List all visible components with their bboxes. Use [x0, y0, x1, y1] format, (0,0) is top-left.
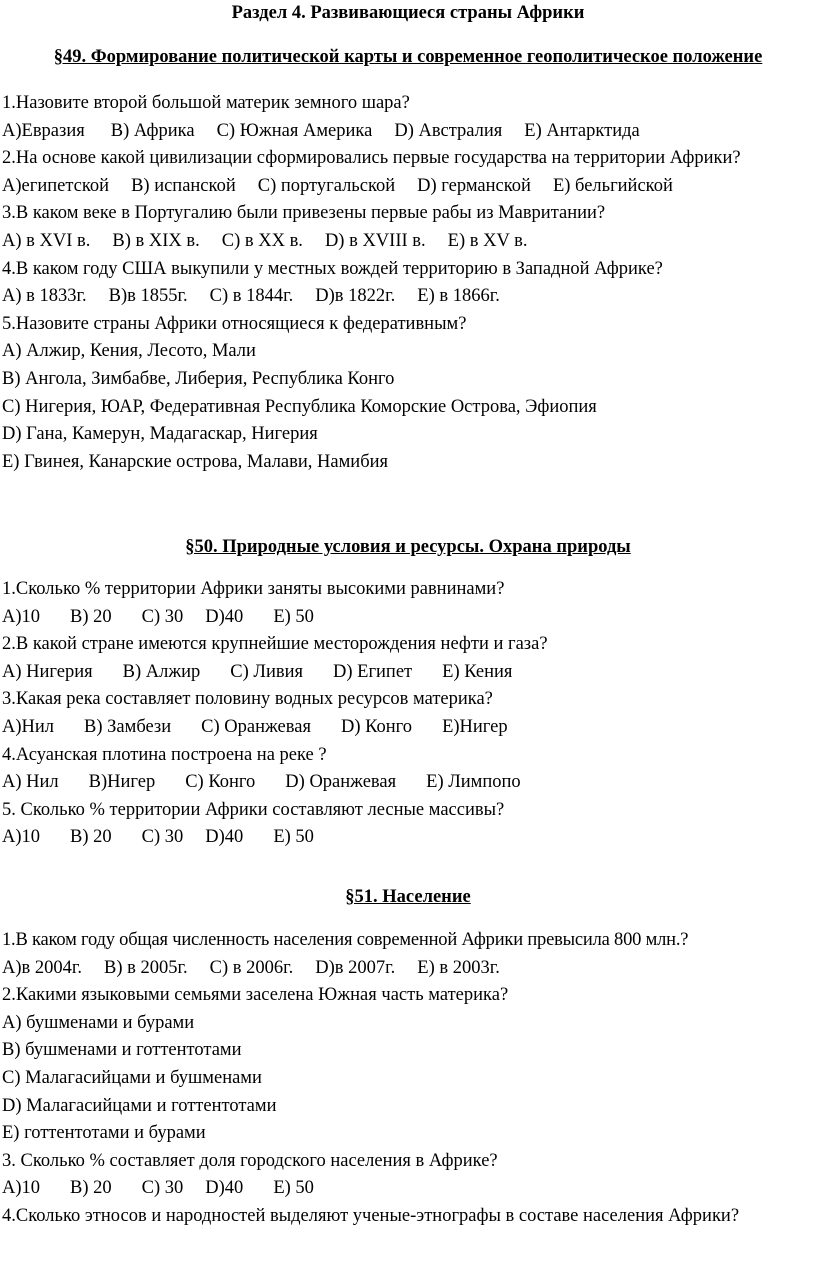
answer-option: Е) 50: [273, 606, 314, 627]
question-text: 4.Сколько этносов и народностей выделяют ученые-этнографы в составе населения Африки?: [2, 1205, 740, 1226]
answer-option: D)40: [205, 827, 244, 848]
answer-option: В) в XIX в.: [112, 230, 200, 251]
answer-option: С) в XX в.: [221, 230, 303, 251]
answer-options: [2, 283, 814, 311]
answer-option: Е) Кения: [442, 661, 513, 682]
answer-option: С) Нигерия, ЮАР, Федеративная Республика Коморские Острова, Эфиопия: [2, 396, 597, 417]
answer-option: С) португальской: [257, 175, 396, 196]
answer-option: А)10: [2, 606, 41, 627]
answer-option: В) 20: [70, 1178, 112, 1199]
answer-option: А)Евразия: [2, 120, 85, 141]
section-heading-51: §51. Население: [345, 887, 471, 907]
answer-option: С) в 1844г.: [209, 286, 294, 307]
answer-option: D) Гана, Камерун, Мадагаскар, Нигерия: [2, 424, 318, 445]
answer-option: В) в 2005г.: [104, 957, 188, 978]
answer-option: С) 30: [141, 606, 184, 627]
answer-option: D)40: [205, 1178, 244, 1199]
answer-option: А) Алжир, Кения, Лесото, Мали: [2, 341, 256, 362]
question-text: 4.В каком году США выкупили у местных вождей территорию в Западной Африке?: [2, 258, 663, 279]
answer-option: В) бушменами и готтентотами: [2, 1040, 242, 1061]
answer-option: В) 20: [70, 827, 112, 848]
answer-option: С) Малагасийцами и бушменами: [2, 1067, 262, 1088]
answer-option: Е) Гвинея, Канарские острова, Малави, Намибия: [2, 451, 389, 472]
answer-option: Е)Нигер: [442, 716, 508, 737]
answer-option: Е) 50: [273, 1178, 314, 1199]
answer-option: С) в 2006г.: [209, 957, 294, 978]
question-text: 1.Назовите второй большой материк земного шара?: [2, 93, 410, 113]
answer-option: А) Нил: [2, 772, 59, 793]
answer-option: D)40: [205, 606, 244, 627]
answer-option: А) в 1833г.: [2, 286, 87, 307]
answer-option: D) Египет: [333, 661, 413, 682]
section-50-questions: [2, 576, 814, 852]
answer-option: А)египетской: [2, 175, 110, 196]
answer-option: А)10: [2, 1178, 41, 1199]
answer-option: В) Африка: [110, 120, 195, 141]
answer-options: [2, 659, 814, 687]
answer-option: А) в XVI в.: [2, 230, 91, 251]
answer-option: D)в 1822г.: [315, 286, 396, 307]
answer-option: С) Ливия: [230, 661, 303, 682]
answer-options: [2, 173, 814, 201]
answer-options: [2, 1175, 814, 1203]
answer-option: А) Нигерия: [2, 661, 93, 682]
answer-option: С) 30: [141, 1178, 184, 1199]
question-text: 4.Асуанская плотина построена на реке ?: [2, 744, 327, 765]
answer-option: D) Австралия: [394, 120, 503, 141]
answer-option: В)Нигер: [88, 772, 156, 793]
answer-options: [2, 824, 814, 852]
answer-options: [2, 955, 814, 983]
question-text: 3.В каком веке в Португалию были привезены первые рабы из Мавритании?: [2, 203, 606, 224]
question-text: 5.Назовите страны Африки относящиеся к федеративным?: [2, 313, 467, 334]
answer-option: В)в 1855г.: [108, 286, 188, 307]
section-heading-50: §50. Природные условия и ресурсы. Охрана природы: [185, 537, 631, 557]
answer-option: С) 30: [141, 827, 184, 848]
answer-option: D) Конго: [340, 716, 413, 737]
answer-option: А) бушменами и бурами: [2, 1012, 195, 1033]
answer-option: D)в 2007г.: [315, 957, 396, 978]
question-text: 1.Сколько % территории Африки заняты высокими равнинами?: [2, 579, 505, 599]
answer-option: Е) бельгийской: [552, 175, 673, 196]
answer-option: А)в 2004г.: [2, 957, 83, 978]
answer-option: Е) 50: [273, 827, 314, 848]
answer-option: D) германской: [417, 175, 531, 196]
answer-option: В) 20: [70, 606, 112, 627]
answer-option: Е) готтентотами и бурами: [2, 1123, 206, 1144]
question-text: 1.В каком году общая численность населения современной Африки превысила 800 млн.?: [2, 930, 689, 950]
section-51-questions: [2, 927, 814, 1231]
question-text: 3. Сколько % составляет доля городского населения в Африке?: [2, 1150, 498, 1171]
answer-options: [2, 118, 814, 146]
answer-option: D) Оранжевая: [285, 772, 397, 793]
answer-option: D) Малагасийцами и готтентотами: [2, 1095, 277, 1116]
page-title: Раздел 4. Развивающиеся страны Африки: [231, 3, 585, 23]
question-text: 2.Какими языковыми семьями заселена Южная часть материка?: [2, 985, 509, 1006]
section-heading-49: §49. Формирование политической карты и современное геополитическое положение: [53, 47, 763, 67]
answer-option: В) Ангола, Зимбабве, Либерия, Республика Конго: [2, 368, 395, 389]
answer-option: В) испанской: [131, 175, 236, 196]
answer-option: Е) в 2003г.: [417, 957, 500, 978]
answer-options: [2, 228, 814, 256]
answer-options: [2, 604, 814, 632]
answer-option: В) Замбези: [84, 716, 172, 737]
answer-option: С) Южная Америка: [216, 120, 373, 141]
answer-option: С) Оранжевая: [201, 716, 311, 737]
section-49-questions: [2, 90, 814, 476]
answer-option: Е) в 1866г.: [417, 286, 500, 307]
answer-option: А)Нил: [2, 716, 55, 737]
answer-options: [2, 769, 814, 797]
answer-option: Е) в XV в.: [447, 230, 528, 251]
question-text: 3.Какая река составляет половину водных ресурсов материка?: [2, 689, 493, 710]
answer-option: А)10: [2, 827, 41, 848]
answer-option: В) Алжир: [122, 661, 201, 682]
question-text: 2.В какой стране имеются крупнейшие месторождения нефти и газа?: [2, 634, 548, 655]
answer-options: [2, 714, 814, 742]
question-text: 2.На основе какой цивилизации сформировались первые государства на территории Африки?: [2, 148, 741, 169]
question-text: 5. Сколько % территории Африки составляют лесные массивы?: [2, 799, 505, 820]
answer-option: С) Конго: [185, 772, 256, 793]
answer-option: Е) Лимпопо: [426, 772, 521, 793]
answer-option: D) в XVIII в.: [324, 230, 426, 251]
answer-option: Е) Антарктида: [524, 120, 640, 141]
